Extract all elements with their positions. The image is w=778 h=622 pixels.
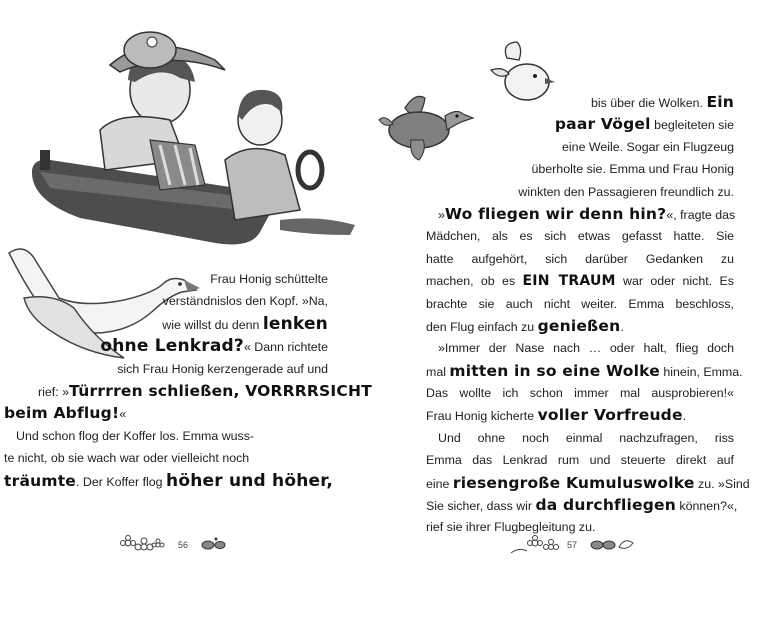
suitcase-flight-illustration <box>10 20 360 250</box>
page-number-right: 57 <box>567 540 578 550</box>
text-line: träumte. Der Koffer flog höher und höher, <box>4 470 333 491</box>
text-line: eine Weile. Sogar ein Flugzeug <box>562 139 734 154</box>
left-page-text <box>4 268 372 492</box>
text-line: wie willst du denn lenken <box>162 313 328 334</box>
text-line: Sie sicher, dass wir da durchfliegen können?«, <box>426 496 738 515</box>
text-line: überholte sie. Emma und Frau Honig <box>531 162 734 177</box>
text-line: verständnislos den Kopf. »Na, <box>162 294 328 309</box>
text-line: Emma das Lenkrad rum und steuerte direkt auf <box>426 453 734 468</box>
text-line: winkten den Passagieren freundlich zu. <box>518 184 734 199</box>
page-number-left: 56 <box>178 540 189 550</box>
text-line: Und schon flog der Koffer los. Emma wuss- <box>16 428 255 443</box>
text-line: brachte sie auch nicht weiter. Emma beschloss, <box>426 296 734 311</box>
flower-icon <box>509 533 561 559</box>
text-line: sich Frau Honig kerzengerade auf und <box>117 361 328 376</box>
text-line: machen, ob es EIN TRAUM war oder nicht. Es <box>426 273 734 290</box>
text-line: Frau Honig kicherte voller Vorfreude. <box>426 406 687 425</box>
text-line: Mädchen, als es sich etwas gefasst hatte. Sie <box>426 229 734 244</box>
text-line: eine riesengroße Kumuluswolke zu. »Sind <box>426 473 750 492</box>
text-line: rief: »Türrrren schließen, VORRRRSICHT <box>38 381 372 400</box>
right-page-text <box>426 91 750 539</box>
text-line: mal mitten in so eine Wolke hinein, Emma. <box>426 361 743 380</box>
text-line: »Immer der Nase nach … oder halt, flieg doch <box>438 341 734 356</box>
text-line: Das wollte ich schon immer mal ausprobieren!« <box>426 386 734 401</box>
text-line: paar Vögel begleiteten sie <box>554 115 734 134</box>
text-line: te nicht, ob sie wach war oder vielleicht noch <box>4 451 250 466</box>
text-line: »Wo fliegen wir denn hin?«, fragte das <box>438 204 736 223</box>
text-line: bis über die Wolken. Ein <box>590 93 734 111</box>
text-line: ohne Lenkrad?« Dann richtete <box>100 336 328 357</box>
text-line: beim Abflug!« <box>4 404 127 423</box>
text-line: Frau Honig schüttelte <box>210 272 328 286</box>
text-line: rief sie ihrer Flugbegleitung zu. <box>426 520 596 535</box>
bee-icon <box>198 533 228 553</box>
text-line: Und ohne noch einmal nachzufragen, riss <box>438 430 734 445</box>
right-page <box>389 0 778 622</box>
text-line: hatte aufgehört, sich darüber Gedanken zu <box>426 251 734 266</box>
flower-icon <box>120 533 170 559</box>
text-line: den Flug einfach zu genießen. <box>426 316 624 335</box>
bee-icon <box>587 533 635 553</box>
